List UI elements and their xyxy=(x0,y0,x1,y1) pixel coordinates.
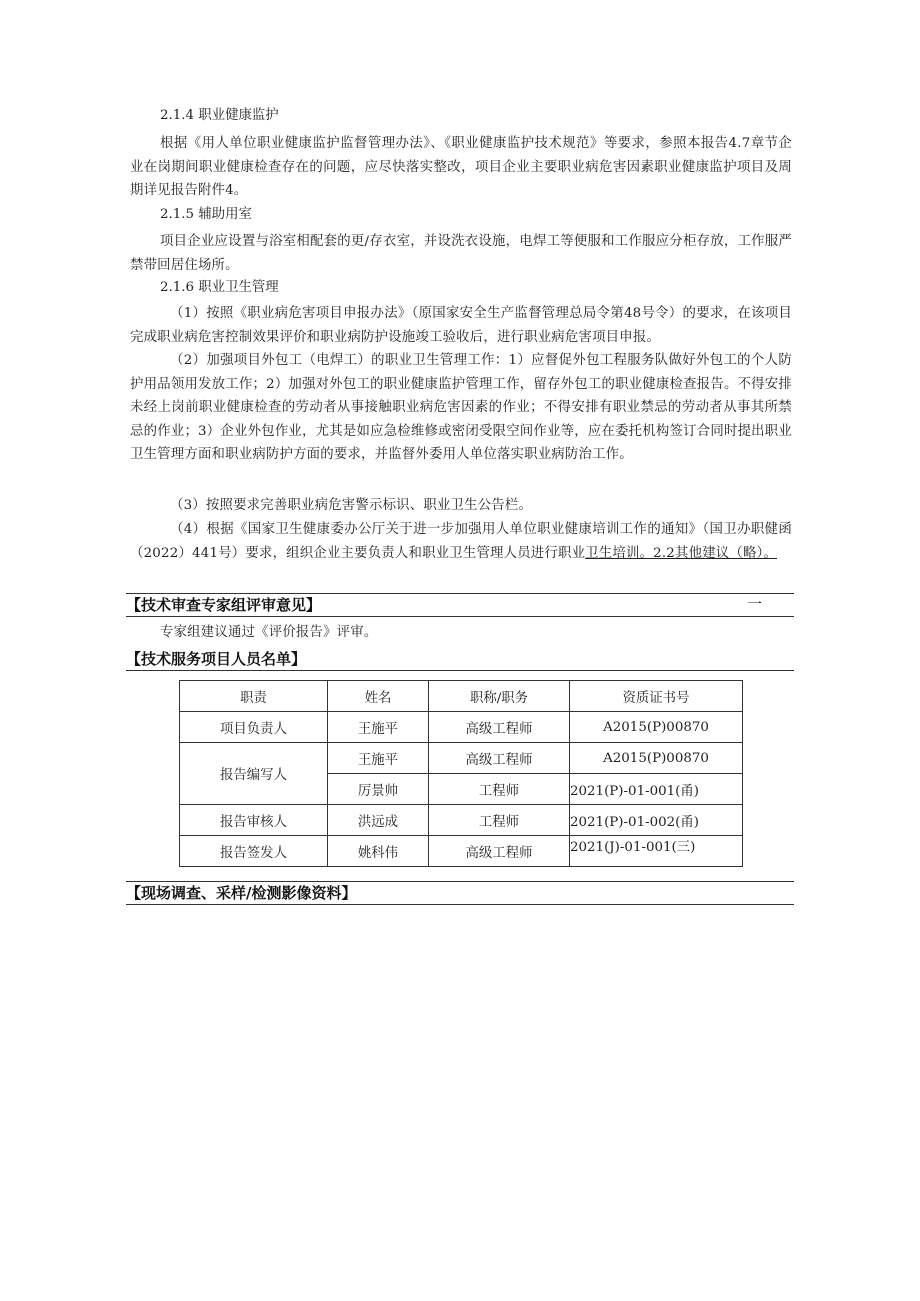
section-title-site-photos: 【现场调查、采样/检测影像资料】 xyxy=(126,884,357,902)
cell-title: 高级工程师 xyxy=(429,743,570,774)
cell-certificate: A2015(P)00870 xyxy=(570,743,743,774)
paragraph-item-4 xyxy=(130,518,792,565)
paragraph-auxiliary-rooms: 项目企业应设置与浴室相配套的更/存衣室，并设洗衣设施，电焊工等便服和工作服应分柜存放，工作服严禁带回居住场所。 xyxy=(130,234,792,273)
section-title-staff-list: 【技术服务项目人员名单】 xyxy=(126,650,307,668)
cell-certificate: 2021(J)-01-001(三) xyxy=(570,836,743,867)
staff-table xyxy=(179,680,743,867)
table-row xyxy=(180,743,743,774)
paragraph-health-monitoring: 根据《用人单位职业健康监护监督管理办法》、《职业健康监护技术规范》等要求，参照本报告4.7章节企业在岗期间职业健康检查存在的问题，应尽快落实整改，项目企业主要职业病危害因素职业健康监护项目及周期详见报告附件4。 xyxy=(130,136,792,198)
cell-name: 厉景帅 xyxy=(328,774,429,805)
header-title: 职称/职务 xyxy=(429,681,570,712)
paragraph-item-3: （3）按照要求完善职业病危害警示标识、职业卫生公告栏。 xyxy=(170,498,533,513)
paragraph-review-opinion: 专家组建议通过《评价报告》评审。 xyxy=(160,625,378,640)
cell-name: 姚科伟 xyxy=(328,836,429,867)
paragraph-item-1: （1）按照《职业病危害项目申报办法》（原国家安全生产监督管理总局令第48号令）的要求，在该项目完成职业病危害控制效果评价和职业病防护设施竣工验收后，进行职业病危害项目申报。 xyxy=(130,306,792,345)
cell-name: 王施平 xyxy=(328,743,429,774)
section-site-photos xyxy=(126,882,794,905)
cell-title: 高级工程师 xyxy=(429,712,570,743)
table-row xyxy=(180,836,743,867)
section-title-expert-review: 【技术审查专家组评审意见】 xyxy=(126,596,322,614)
item-4-underlined-text: 卫生培训。2.2其他建议（略）。 xyxy=(585,545,778,561)
cell-certificate: A2015(P)00870 xyxy=(570,712,743,743)
paragraph-item-2: （2）加强项目外包工（电焊工）的职业卫生管理工作：1）应督促外包工程服务队做好外包工的个人防护用品领用发放工作；2）加强对外包工的职业健康监护管理工作，留存外包工的职业健康检查报告。不得安排未经上岗前职业健康检查的劳动者从事接触职业病危害因素的作业；不得安排有职业禁忌的劳动者从事其所禁忌的作业；3）企业外包作业，尤其是如应急检维修或密闭受限空间作业等，应在委托机构签订合同时提出职业卫生管理方面和职业病防护方面的要求，并监督外委用人单位落实职业病防治工作。 xyxy=(130,353,792,462)
heading-2-1-6: 2.1.6 职业卫生管理 xyxy=(160,280,279,295)
section-dash-mark: 一 xyxy=(746,595,762,613)
cell-certificate: 2021(P)-01-001(甬) xyxy=(570,774,743,805)
table-row xyxy=(180,805,743,836)
header-name: 姓名 xyxy=(328,681,429,712)
cell-role: 报告审核人 xyxy=(180,805,328,836)
section-staff-list xyxy=(126,648,794,671)
section-expert-review xyxy=(126,594,794,617)
cell-role: 项目负责人 xyxy=(180,712,328,743)
table-row xyxy=(180,712,743,743)
header-role: 职责 xyxy=(180,681,328,712)
table-header-row xyxy=(180,681,743,712)
cell-title: 高级工程师 xyxy=(429,836,570,867)
item-4-text: （4）根据《国家卫生健康委办公厅关于进一步加强用人单位职业健康培训工作的通知》（国卫办职健函（2022）441号）要求，组织企业主要负责人和职业卫生管理人员进行职业 xyxy=(130,522,792,561)
header-certificate: 资质证书号 xyxy=(570,681,743,712)
cell-role: 报告签发人 xyxy=(180,836,328,867)
cell-title: 工程师 xyxy=(429,805,570,836)
cell-name: 王施平 xyxy=(328,712,429,743)
cell-title: 工程师 xyxy=(429,774,570,805)
heading-2-1-4: 2.1.4 职业健康监护 xyxy=(160,108,279,123)
cell-name: 洪远成 xyxy=(328,805,429,836)
cell-certificate: 2021(P)-01-002(甬) xyxy=(570,805,743,836)
heading-2-1-5: 2.1.5 辅助用室 xyxy=(160,207,252,222)
cell-role: 报告编写人 xyxy=(180,743,328,805)
